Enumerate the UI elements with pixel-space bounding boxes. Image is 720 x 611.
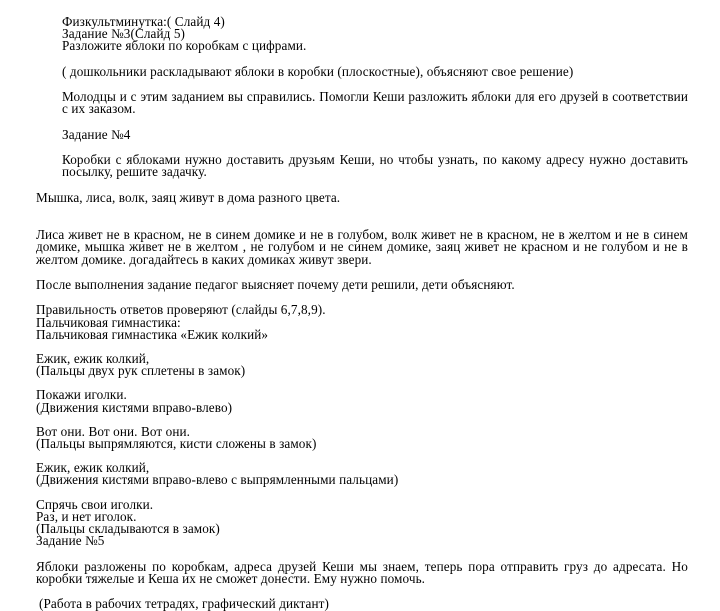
document-body bbox=[36, 16, 688, 610]
task-3-note: ( дошкольники раскладывают яблоки в коробки (плоскостные), объясняют свое решение) bbox=[62, 63, 574, 79]
poem-gesture: (Пальцы двух рук сплетены в замок) bbox=[36, 363, 246, 379]
spacer bbox=[36, 377, 688, 389]
riddle-text: Лиса живет не в красном, не в синем домике и не в голубом, волк живет не в красном, не в желтом и не в синем домике, мышка живет не в желтом , не голубом и не синем домике, заяц живет не красном и не голубом и не в желтом домике. догадайтесь в каких домиках живут звери. bbox=[36, 227, 688, 267]
poem-line: Ежик, ежик колкий, bbox=[36, 460, 150, 476]
poem-line: Спрячь свои иголки. bbox=[36, 496, 154, 512]
answer-check: Правильность ответов проверяют (слайды 6,7,8,9). bbox=[36, 302, 326, 318]
finger-gym-title: Пальчиковая гимнастика «Ежик колкий» bbox=[36, 326, 269, 342]
task-4-instruction: Коробки с яблоками нужно доставить друзьям Кеши, но чтобы узнать, по какому адресу нужно доставить посылку, решите задачку. bbox=[62, 152, 688, 180]
finger-gym-label: Пальчиковая гимнастика: bbox=[36, 314, 181, 330]
task-3-praise: Молодцы и с этим заданием вы справились. Помогли Кеши разложить яблоки для его друзей в соответствии с их заказом. bbox=[62, 89, 688, 117]
task-3-instruction: Разложите яблоки по коробкам с цифрами. bbox=[62, 38, 307, 54]
poem-line: Покажи иголки. bbox=[36, 387, 127, 403]
poem-line: Ежик, ежик колкий, bbox=[36, 350, 150, 366]
poem-gesture: (Движения кистями вправо-влево с выпрямленными пальцами) bbox=[36, 472, 399, 488]
physminute-heading: Физкультминутка:( Слайд 4) bbox=[62, 14, 225, 29]
poem-gesture: (Пальцы складываются в замок) bbox=[36, 520, 220, 536]
poem-gesture: (Движения кистями вправо-влево) bbox=[36, 399, 233, 415]
riddle-intro: Мышка, лиса, волк, заяц живут в дома разного цвета. bbox=[36, 189, 341, 205]
poem-line: Вот они. Вот они. Вот они. bbox=[36, 423, 191, 439]
task-5-heading: Задание №5 bbox=[36, 533, 105, 549]
task-3-heading: Задание №3(Слайд 5) bbox=[62, 26, 186, 42]
spacer bbox=[36, 204, 688, 216]
task-5-text: Яблоки разложены по коробкам, адреса друзей Кеши мы знаем, теперь пора отправить груз до адресата. Но коробки тяжелые и Кеша их не сможет донести. Ему нужно помочь. bbox=[36, 558, 688, 586]
poem-gesture: (Пальцы выпрямляются, кисти сложены в замок) bbox=[36, 435, 317, 451]
task-4-heading: Задание №4 bbox=[62, 126, 131, 142]
teacher-note: После выполнения задание педагог выясняет почему дети решили, дети объясняют. bbox=[36, 276, 515, 292]
task-5-activity: (Работа в рабочих тетрадях, графический диктант) bbox=[39, 596, 329, 611]
poem-line: Раз, и нет иголок. bbox=[36, 508, 137, 524]
